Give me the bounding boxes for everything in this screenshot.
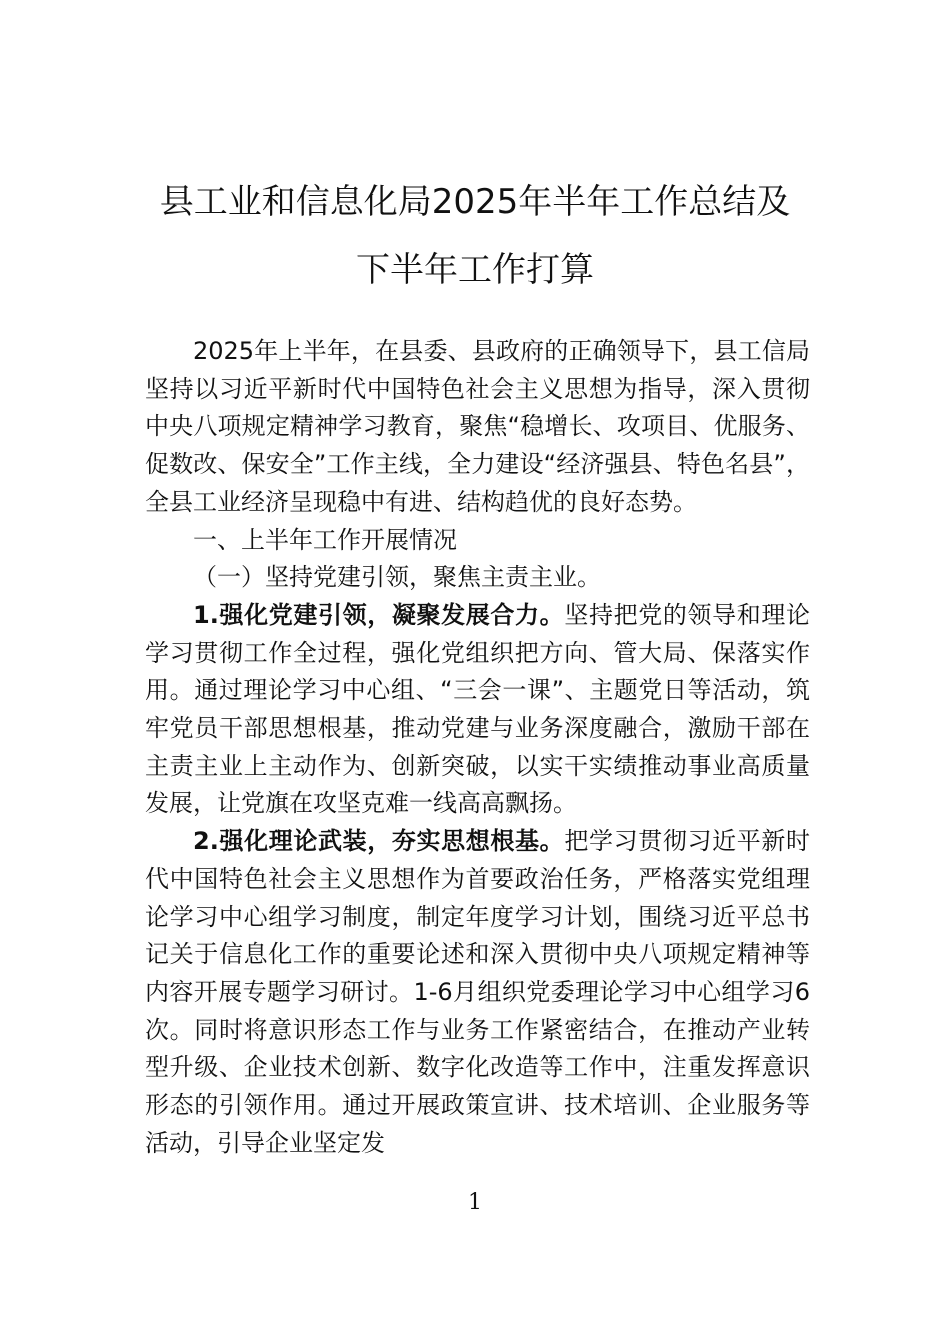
title-line-2: 下半年工作打算 <box>356 250 594 290</box>
document-title <box>120 168 830 304</box>
section-heading-1: 一、上半年工作开展情况 <box>193 525 457 554</box>
item-2-text: 把学习贯彻习近平新时代中国特色社会主义思想作为首要政治任务，严格落实党组理论学习中心组学习制度，制定年度学习计划，围绕习近平总书记关于信息化工作的重要论述和深入贯彻中央八项规定精神等内容开展专题学习研讨。1-6月组织党委理论学习中心组学习6次。同时将意识形态工作与业务工作紧密结合，在推动产业转型升级、企业技术创新、数字化改造等工作中，注重发挥意识形态的引领作用。通过开展政策宣讲、技术培训、企业服务等活动，引导企业坚定发 <box>145 827 811 1157</box>
item-paragraph-2 <box>145 823 810 1162</box>
page-number: 1 <box>468 1190 482 1215</box>
subsection-heading-1: （一）坚持党建引领，聚焦主责主业。 <box>193 563 601 592</box>
document-body <box>145 333 810 1162</box>
item-2-lead: 2.强化理论武装，夯实思想根基。 <box>193 827 565 856</box>
title-line-1: 县工业和信息化局2025年半年工作总结及 <box>159 182 791 222</box>
item-1-lead: 1.强化党建引领，凝聚发展合力。 <box>193 600 565 629</box>
item-1-text: 坚持把党的领导和理论学习贯彻工作全过程，强化党组织把方向、管大局、保落实作用。通过理论学习中心组、“三会一课”、主题党日等活动，筑牢党员干部思想根基，推动党建与业务深度融合，激励干部在主责主业上主动作为、创新突破，以实干实绩推动事业高质量发展，让党旗在攻坚克难一线高高飘扬。 <box>145 600 811 818</box>
item-paragraph-1 <box>145 597 810 823</box>
intro-paragraph: 2025年上半年，在县委、县政府的正确领导下，县工信局坚持以习近平新时代中国特色社会主义思想为指导，深入贯彻中央八项规定精神学习教育，聚焦“稳增长、攻项目、优服务、促数改、保安全”工作主线，全力建设“经济强县、特色名县”，全县工业经济呈现稳中有进、结构趋优的良好态势。 <box>145 337 810 516</box>
